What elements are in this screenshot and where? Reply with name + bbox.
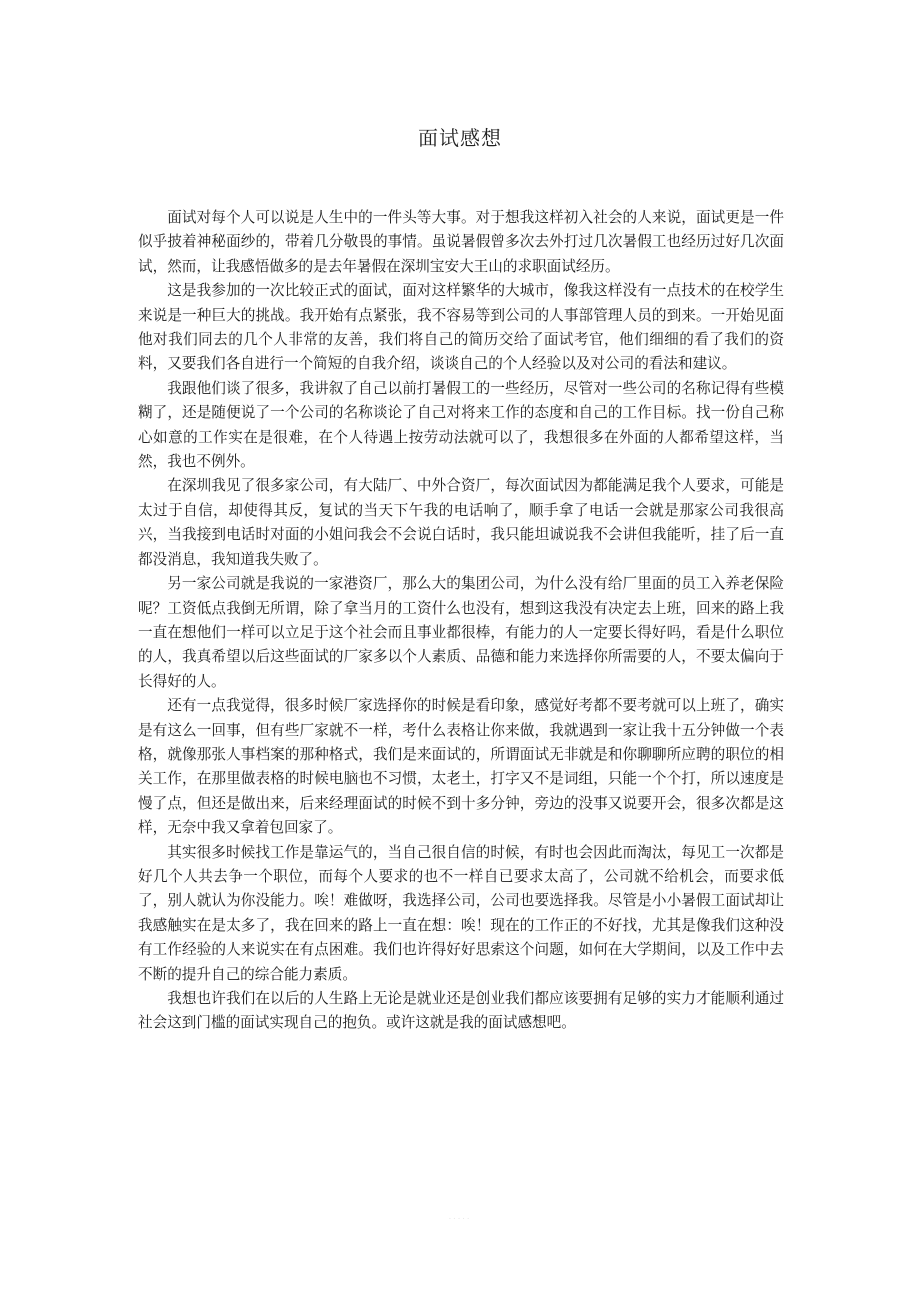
paragraph-2: 这是我参加的一次比较正式的面试，面对这样繁华的大城市，像我这样没有一点技术的在校学生来说是一种巨大的挑战。我开始有点紧张，我不容易等到公司的人事部管理人员的到来。一开始见面他对我们同去的几个人非常的友善，我们将自己的简历交给了面试考官，他们细细的看了我们的资料，又要我们各自进行一个简短的自我介绍，谈谈自己的个人经验以及对公司的看法和建议。 xyxy=(138,282,784,373)
paragraph-6: 还有一点我觉得，很多时候厂家选择你的时候是看印象，感觉好考都不要考就可以上班了，确实是有这么一回事，但有些厂家就不一样，考什么表格让你来做，我就遇到一家让我十五分钟做一个表格，就像那张人事档案的那种格式，我们是来面试的，所谓面试无非就是和你聊聊所应聘的职位的相关工作，在那里做表格的时候电脑也不习惯，太老土，打字又不是词组，只能一个个打，所以速度是慢了点，但还是做出来，后来经理面试的时候不到十多分钟，旁边的没事又说要开会，很多次都是这样，无奈中我又拿着包回家了。 xyxy=(138,697,784,837)
paragraph-4: 在深圳我见了很多家公司，有大陆厂、中外合资厂，每次面试因为都能满足我个人要求，可能是太过于自信，却使得其反，复试的当天下午我的电话响了，顺手拿了电话一会就是那家公司我很高兴，当我接到电话时对面的小姐问我会不会说白话时，我只能坦诚说我不会讲但我能听，挂了后一直都没消息，我知道我失败了。 xyxy=(138,477,784,568)
paragraph-3: 我跟他们谈了很多，我讲叙了自己以前打暑假工的一些经历，尽管对一些公司的名称记得有些模糊了，还是随便说了一个公司的名称谈论了自己对将来工作的态度和自己的工作目标。找一份自己称心如意的工作实在是很难，在个人待遇上按劳动法就可以了，我想很多在外面的人都希望这样，当然，我也不例外。 xyxy=(138,379,784,471)
footer-watermark: ..... xyxy=(448,1212,472,1221)
document-title: 面试感想 xyxy=(418,126,502,150)
paragraph-1: 面试对每个人可以说是人生中的一件头等大事。对于想我这样初入社会的人来说，面试更是一件似乎披着神秘面纱的，带着几分敬畏的事情。虽说暑假曾多次去外打过几次暑假工也经历过好几次面试，然而，让我感悟做多的是去年暑假在深圳宝安大王山的求职面试经历。 xyxy=(138,209,784,275)
document-body xyxy=(138,206,784,1036)
paragraph-8: 我想也许我们在以后的人生路上无论是就业还是创业我们都应该要拥有足够的实力才能顺利通过社会这到门槛的面试实现自己的抱负。或许这就是我的面试感想吧。 xyxy=(138,990,784,1032)
paragraph-5: 另一家公司就是我说的一家港资厂，那么大的集团公司，为什么没有给厂里面的员工入养老保险呢？工资低点我倒无所谓，除了拿当月的工资什么也没有，想到这我没有决定去上班，回来的路上我一直在想他们一样可以立足于这个社会而且事业都很棒，有能力的人一定要长得好吗，看是什么职位的人，我真希望以后这些面试的厂家多以个人素质、品德和能力来选择你所需要的人，不要太偏向于长得好的人。 xyxy=(138,575,784,690)
paragraph-7: 其实很多时候找工作是靠运气的，当自己很自信的时候，有时也会因此而淘汰，每见工一次都是好几个人共去争一个职位，而每个人要求的也不一样自已要求太高了，公司就不给机会，而要求低了，别人就认为你没能力。唉！难做呀，我选择公司，公司也要选择我。尽管是小小暑假工面试却让我感触实在是太多了，我在回来的路上一直在想：唉！现在的工作正的不好找，尤其是像我们这种没有工作经验的人来说实在有点困难。我们也许得好好思索这个问题，如何在大学期间，以及工作中去不断的提升自己的综合能力素质。 xyxy=(138,843,784,983)
